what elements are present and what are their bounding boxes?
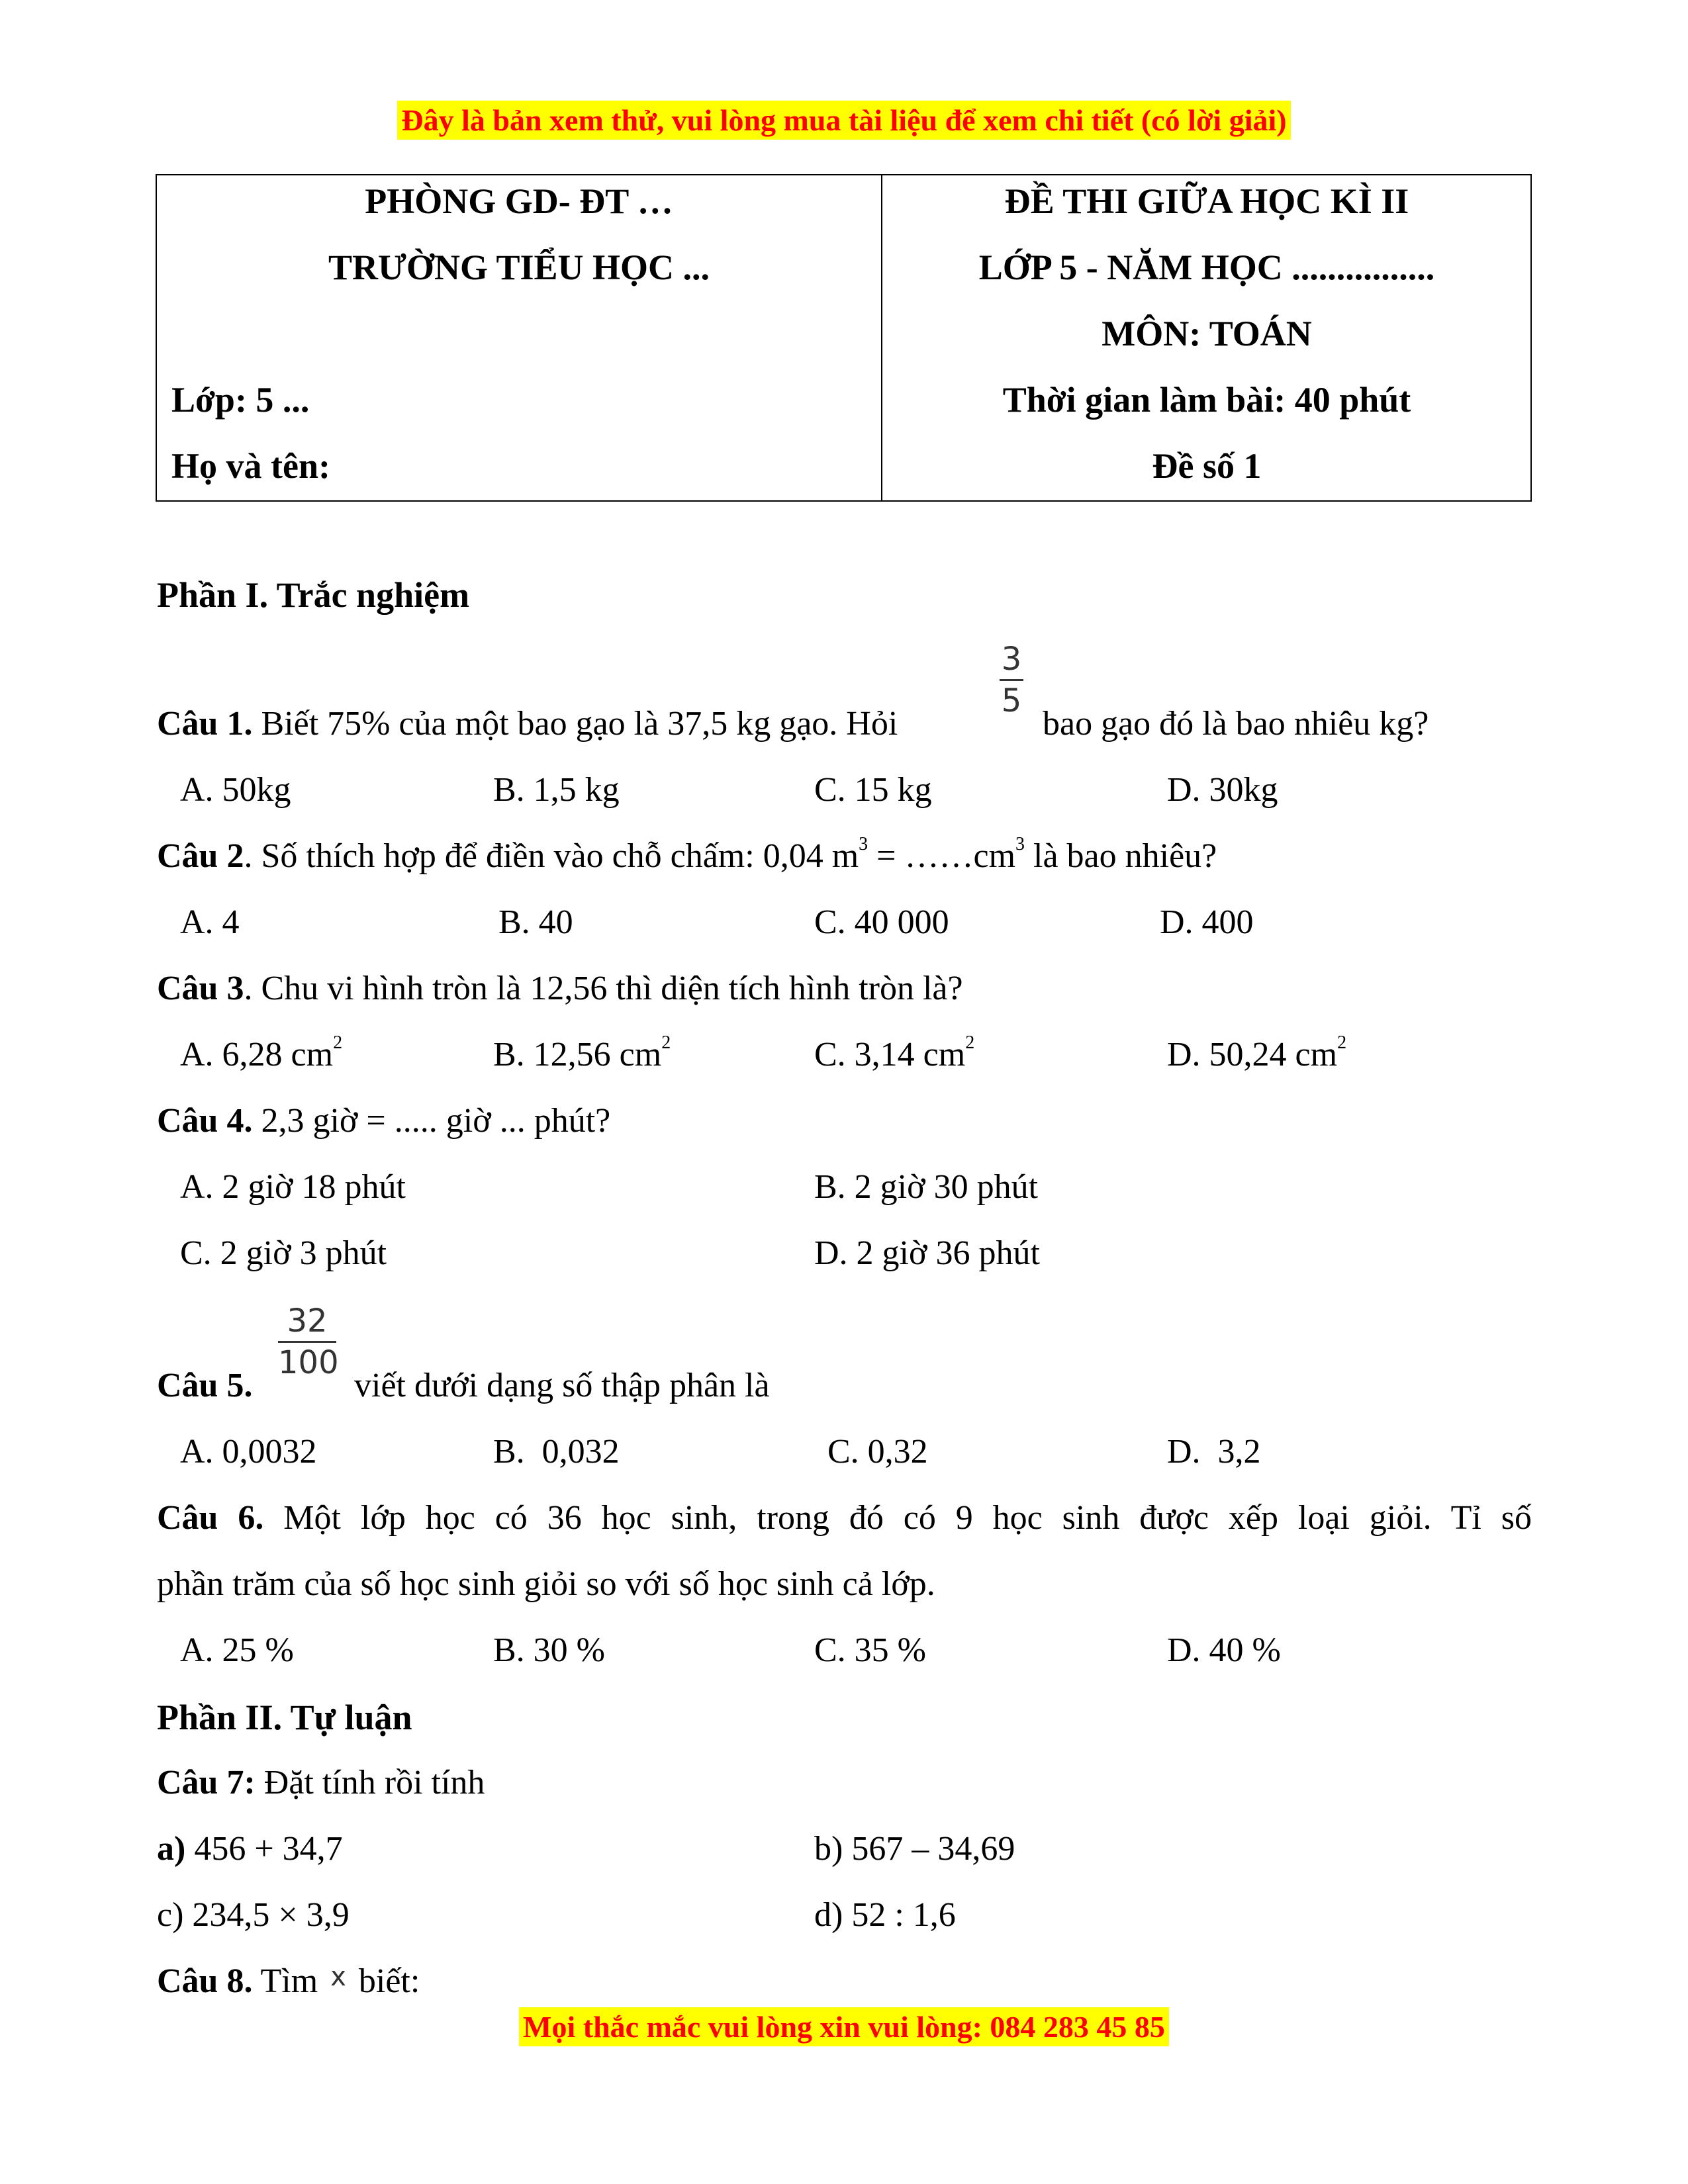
question-4: [157, 1104, 610, 1138]
subject-label: MÔN: TOÁN: [1102, 314, 1312, 353]
variable-x: x: [330, 1962, 346, 1992]
grade-year: LỚP 5 - NĂM HỌC ................: [978, 248, 1435, 287]
fraction-numerator: 3: [1001, 641, 1022, 678]
exam-duration: Thời gian làm bài: 40 phút: [1002, 380, 1411, 420]
q5-option-c: C. 0,32: [827, 1433, 928, 1471]
question-8-text-after: biết:: [358, 1962, 420, 2000]
question-1: [157, 707, 898, 741]
question-4-text: 2,3 giờ = ..... giờ ... phút?: [252, 1102, 611, 1140]
q2-option-a: A. 4: [180, 903, 240, 941]
question-4-label: Câu 4.: [157, 1102, 253, 1140]
q3-option-c-text: C. 3,14 cm: [814, 1036, 966, 1073]
question-5-label: Câu 5.: [157, 1367, 253, 1404]
question-2-text-a: . Số thích hợp để điền vào chỗ chấm: 0,04 m: [244, 837, 859, 875]
q2-option-d: D. 400: [1160, 903, 1254, 941]
fraction-numerator: 32: [287, 1302, 328, 1340]
fraction-bar: [1000, 679, 1023, 681]
fraction-denominator: 100: [278, 1344, 339, 1381]
fraction-bar: [278, 1341, 336, 1343]
superscript: 2: [965, 1032, 975, 1053]
q7-part-c: c) 234,5 × 3,9: [157, 1896, 350, 1934]
question-7: [157, 1766, 485, 1800]
q7-part-a-label: a): [157, 1830, 186, 1868]
fraction-3-5: [1000, 643, 1023, 717]
q2-option-b: B. 40: [498, 903, 573, 941]
q7-part-a: [157, 1832, 343, 1866]
q4-option-b: B. 2 giờ 30 phút: [814, 1168, 1039, 1206]
question-7-label: Câu 7:: [157, 1764, 256, 1801]
question-2-text-c: là bao nhiêu?: [1025, 837, 1217, 875]
q3-option-b: [493, 1032, 671, 1073]
q4-option-c: C. 2 giờ 3 phút: [180, 1234, 387, 1272]
school-label: TRƯỜNG TIỂU HỌC ...: [328, 248, 710, 287]
exam-title: ĐỀ THI GIỮA HỌC KÌ II: [1004, 181, 1409, 221]
question-6-line-1: [157, 1501, 1532, 1535]
q6-option-b: B. 30 %: [493, 1631, 605, 1669]
question-5-text: viết dưới dạng số thập phân là: [354, 1367, 770, 1404]
part-2-title: Phần II. Tự luận: [157, 1698, 412, 1737]
question-1-label: Câu 1.: [157, 705, 253, 743]
question-8-label: Câu 8.: [157, 1962, 253, 2000]
q7-part-b: b) 567 – 34,69: [814, 1830, 1015, 1868]
department-label: PHÒNG GD- ĐT …: [365, 181, 673, 221]
q3-option-c: [814, 1032, 975, 1073]
question-7-text: Đặt tính rồi tính: [255, 1764, 485, 1801]
q5-option-b: B. 0,032: [493, 1433, 620, 1471]
q1-option-b: B. 1,5 kg: [493, 771, 620, 809]
q7-part-a-text: 456 + 34,7: [185, 1830, 343, 1868]
question-1-text: Biết 75% của một bao gạo là 37,5 kg gạo. Hỏi: [252, 705, 898, 743]
question-3-label: Câu 3: [157, 970, 244, 1007]
question-6-label: Câu 6.: [157, 1499, 264, 1537]
part-1-title: Phần I. Trắc nghiệm: [157, 575, 470, 615]
contact-footer: Mọi thắc mắc vui lòng xin vui lòng: 084 283 45 85: [519, 2007, 1169, 2046]
q4-option-d: D. 2 giờ 36 phút: [814, 1234, 1040, 1272]
q1-option-a: A. 50kg: [180, 771, 291, 809]
q3-option-a-text: A. 6,28 cm: [180, 1036, 334, 1073]
exam-header-table: [156, 174, 1532, 502]
superscript: 2: [661, 1032, 671, 1053]
q3-option-a: [180, 1032, 343, 1073]
preview-notice: Đây là bản xem thử, vui lòng mua tài liệu để xem chi tiết (có lời giải): [397, 101, 1290, 140]
class-label: Lớp: 5 ...: [171, 380, 310, 420]
q3-option-d-text: D. 50,24 cm: [1167, 1036, 1338, 1073]
question-3-text: . Chu vi hình tròn là 12,56 thì diện tích hình tròn là?: [244, 970, 963, 1007]
q5-option-a: A. 0,0032: [180, 1433, 317, 1471]
superscript: 2: [333, 1032, 343, 1053]
q3-option-d: [1167, 1032, 1347, 1073]
q5-option-d: D. 3,2: [1167, 1433, 1261, 1471]
q2-option-c: C. 40 000: [814, 903, 949, 941]
fraction-denominator: 5: [1001, 682, 1022, 719]
question-8: [157, 1964, 420, 1999]
question-6-line-2: phần trăm của số học sinh giỏi so với số học sinh cả lớp.: [157, 1565, 935, 1603]
q7-part-d: d) 52 : 1,6: [814, 1896, 956, 1934]
superscript: 3: [859, 834, 868, 854]
question-8-text-before: Tìm: [252, 1962, 318, 2000]
student-name-label: Họ và tên:: [171, 446, 330, 486]
question-1-text-after: bao gạo đó là bao nhiêu kg?: [1043, 705, 1429, 743]
question-6-text-1: Một lớp học có 36 học sinh, trong đó có 9 học sinh được xếp loại giỏi. Tỉ số: [263, 1499, 1532, 1537]
question-2: [157, 834, 1217, 875]
q6-option-c: C. 35 %: [814, 1631, 926, 1669]
question-2-text-b: = ……cm: [868, 837, 1016, 875]
fraction-32-100: [278, 1302, 339, 1381]
q1-option-d: D. 30kg: [1167, 771, 1278, 809]
q3-option-b-text: B. 12,56 cm: [493, 1036, 662, 1073]
q6-option-a: A. 25 %: [180, 1631, 294, 1669]
superscript: 2: [1337, 1032, 1347, 1053]
question-3: [157, 972, 963, 1006]
superscript: 3: [1015, 834, 1025, 854]
question-2-label: Câu 2: [157, 837, 244, 875]
q4-option-a: A. 2 giờ 18 phút: [180, 1168, 406, 1206]
exam-set-number: Đề số 1: [1152, 446, 1262, 486]
q6-option-d: D. 40 %: [1167, 1631, 1281, 1669]
q1-option-c: C. 15 kg: [814, 771, 932, 809]
